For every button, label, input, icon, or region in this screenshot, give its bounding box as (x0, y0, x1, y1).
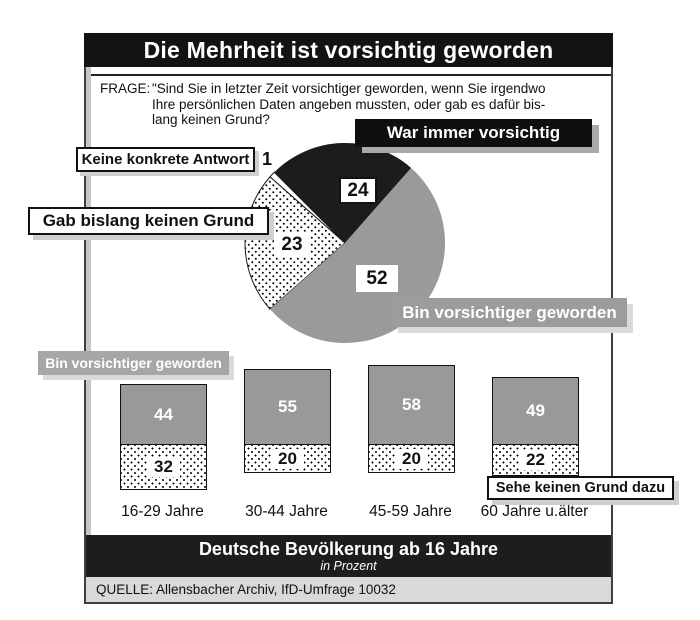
pie-value-bin-vorsichtiger: 52 (356, 265, 398, 292)
bar-group-3 (492, 377, 579, 476)
bar-group-2 (368, 365, 455, 473)
bar-dotted-value: 20 (271, 449, 304, 469)
bar-gray-segment (493, 378, 578, 445)
bar-gray-segment (121, 385, 206, 445)
footer-bar (86, 535, 611, 577)
bar-gray-segment (369, 366, 454, 445)
content-divider (91, 74, 611, 76)
bar-gray-value: 44 (154, 404, 173, 424)
bar-dotted-segment (369, 445, 454, 472)
pie-value-war-immer: 24 (339, 177, 377, 204)
pie-value-gab-bislang: 23 (274, 233, 310, 257)
label-bin-vorsichtiger-geworden: Bin vorsichtiger geworden (392, 298, 627, 327)
footer-unit-note: in Prozent (320, 559, 377, 573)
question-line: "Sind Sie in letzter Zeit vorsichtiger geworden, wenn Sie irgendwo (152, 81, 546, 96)
bar-age-label: 30-44 Jahre (245, 503, 328, 520)
bar-dotted-segment (493, 445, 578, 475)
bar-group-1 (244, 369, 331, 473)
question-line: Ihre persönlichen Daten angeben mussten, oder gab es dafür bis- (152, 96, 546, 112)
title-bar (84, 33, 613, 67)
bar-dotted-value: 32 (147, 457, 180, 477)
page-title: Die Mehrheit ist vorsichtig geworden (143, 36, 554, 63)
question-label: FRAGE: (100, 81, 151, 96)
bar-dotted-value: 20 (395, 449, 428, 469)
bar-dotted-value: 22 (519, 450, 552, 470)
source-text: QUELLE: Allensbacher Archiv, IfD-Umfrage 10032 (96, 582, 396, 597)
bar-dotted-segment (245, 445, 330, 472)
bar-gray-segment (245, 370, 330, 445)
bar-age-label: 16-29 Jahre (121, 503, 204, 520)
source-strip (86, 577, 611, 602)
question-line: lang keinen Grund? (152, 112, 270, 127)
pie-value-keine-antwort: 1 (261, 148, 272, 169)
bar-age-label: 45-59 Jahre (369, 503, 452, 520)
bar-age-label: 60 Jahre u.älter (480, 503, 589, 520)
footer-population: Deutsche Bevölkerung ab 16 Jahre (198, 539, 499, 559)
label-keine-konkrete-antwort: Keine konkrete Antwort (76, 147, 255, 172)
bar-gray-value: 58 (402, 395, 421, 414)
bar-gray-value: 49 (526, 401, 545, 420)
label-war-immer-vorsichtig: War immer vorsichtig (355, 119, 592, 147)
label-gab-bislang-kein-grund: Gab bislang keinen Grund (28, 207, 269, 235)
label-bars-dotted-series: Sehe keinen Grund dazu (487, 476, 674, 500)
bar-gray-value: 55 (278, 397, 297, 416)
label-bars-gray-series: Bin vorsichtiger geworden (38, 351, 229, 375)
bar-dotted-segment (121, 445, 206, 489)
bar-group-0 (120, 384, 207, 490)
